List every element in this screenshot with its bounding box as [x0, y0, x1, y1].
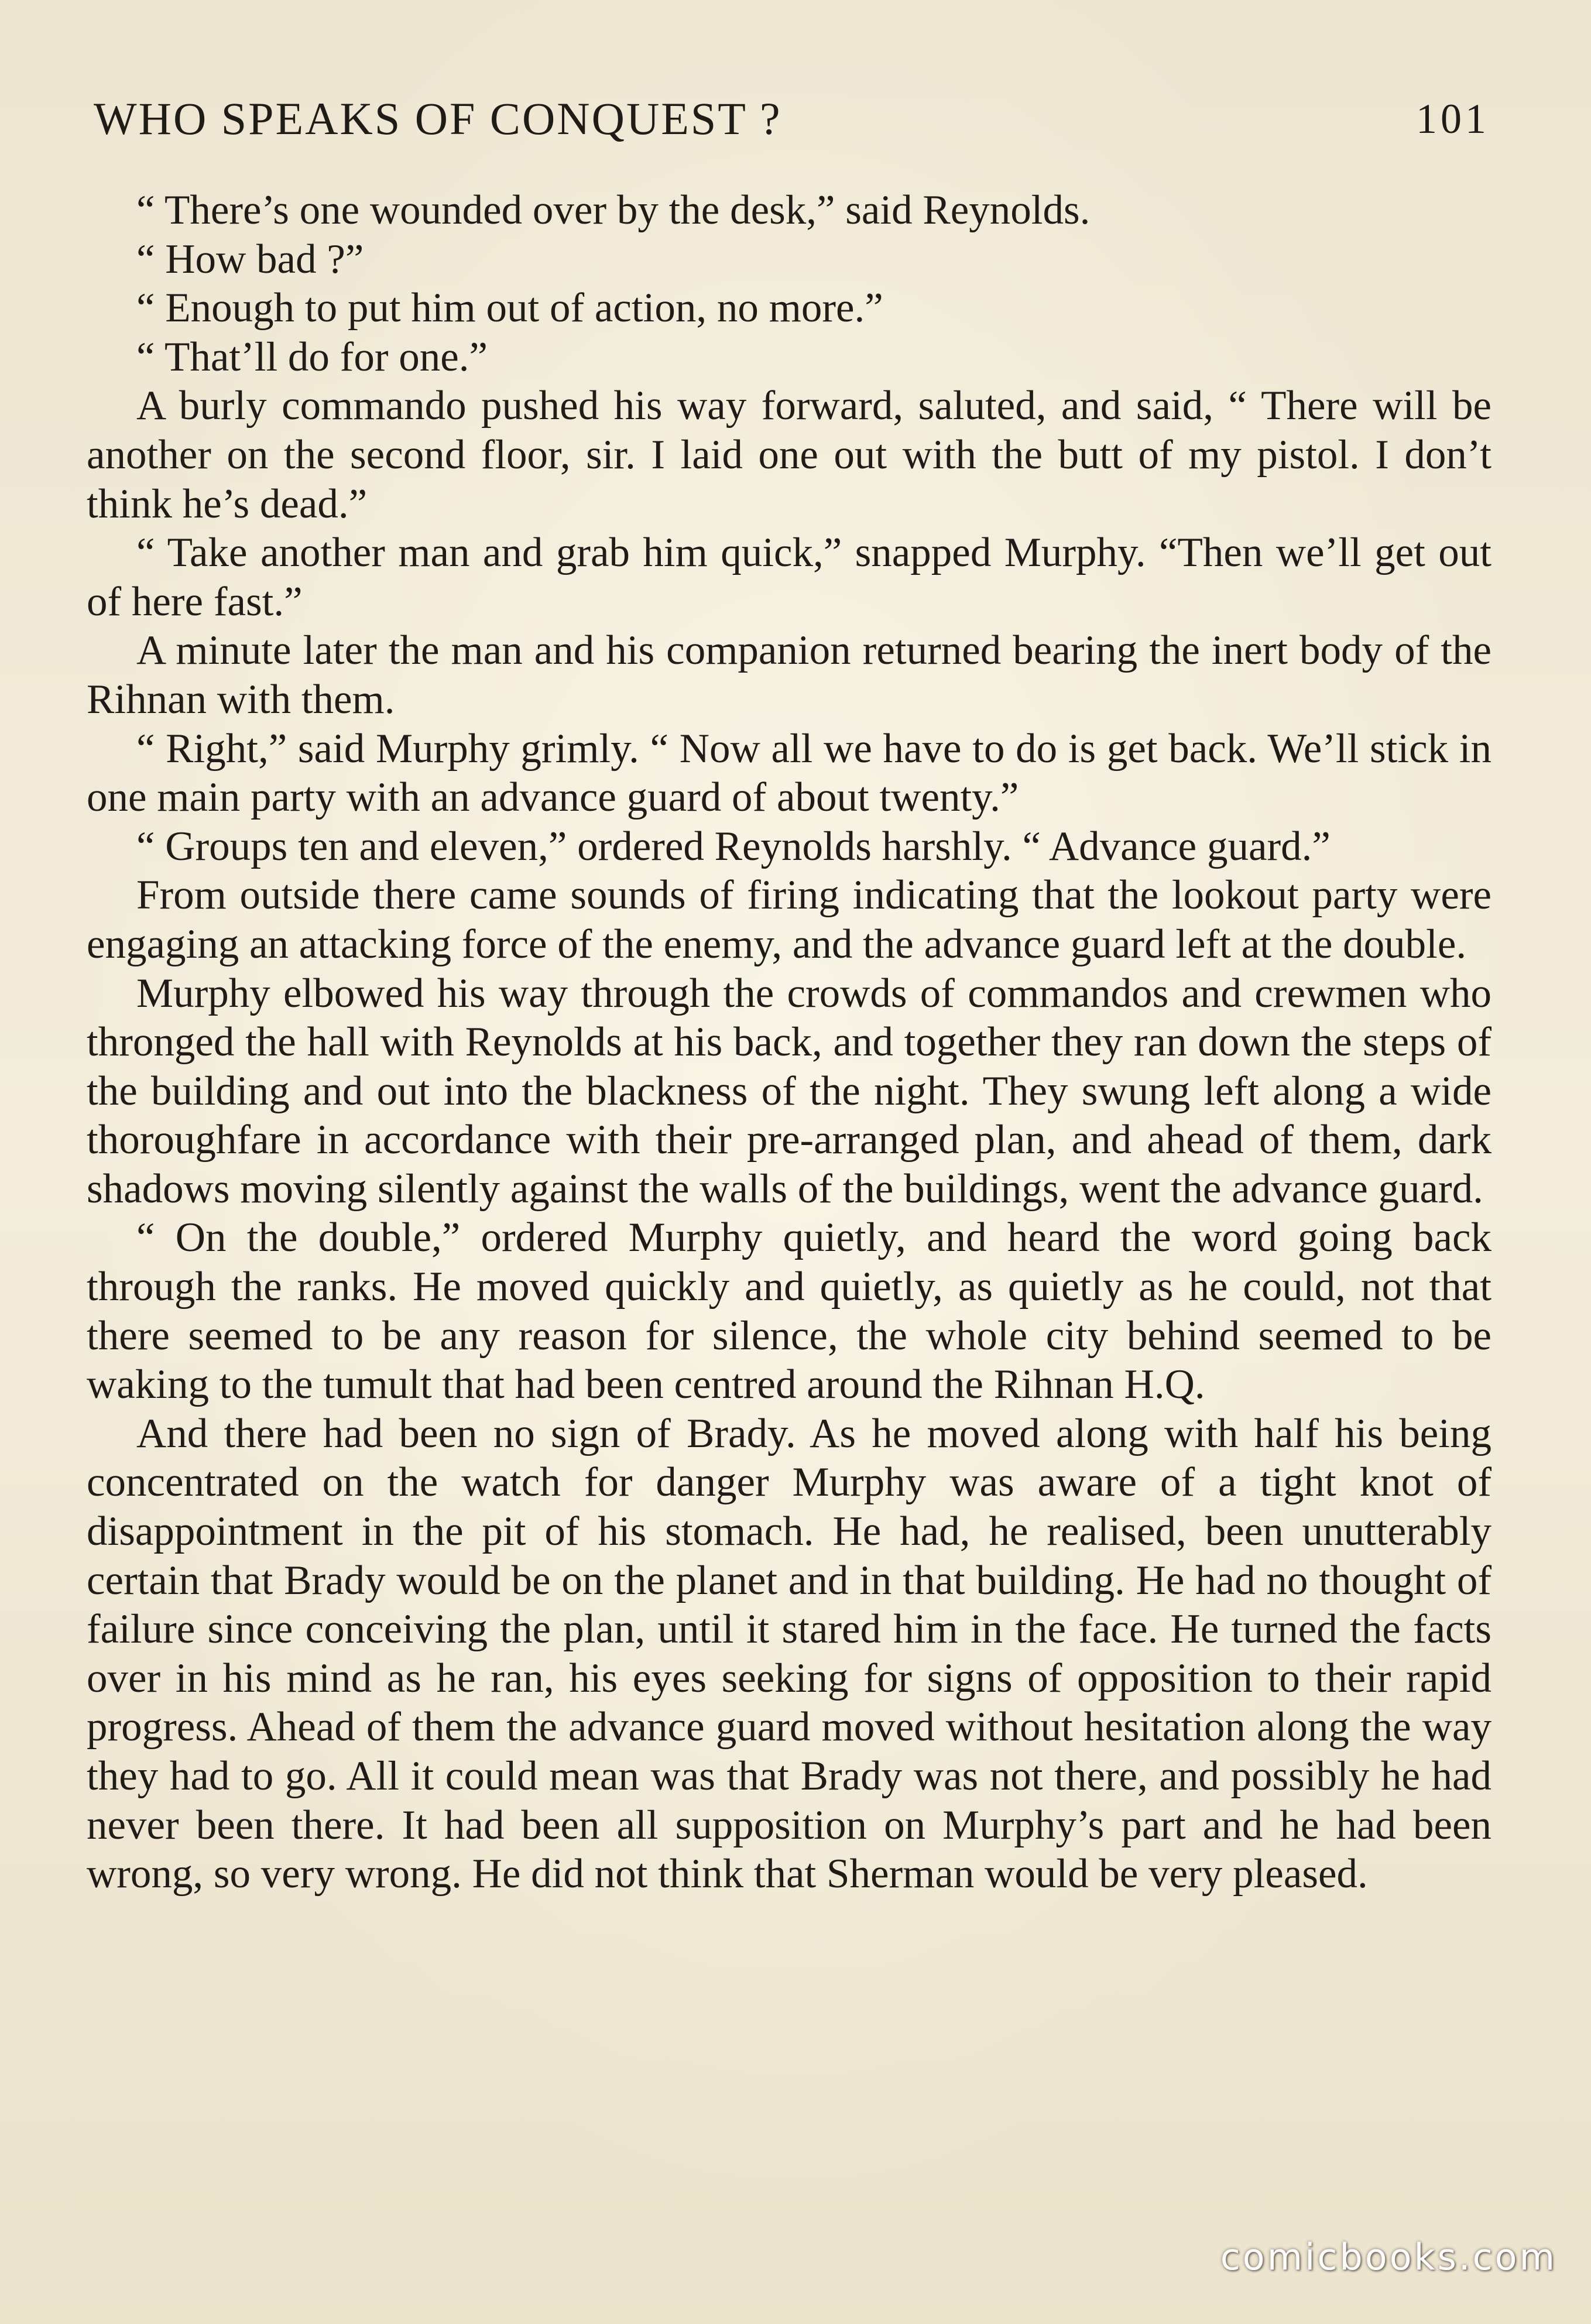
paragraph: “ How bad ?”	[136, 236, 364, 282]
paragraph: From outside there came sounds of firing indicating that the lookout party were engaging an attacking force of the enemy, and the advance guard left at the double.	[87, 872, 1491, 967]
paragraph: “ On the double,” ordered Murphy quietly, and heard the word going back through the ranks. He moved quickly and quietly, as quietly as he could, not that there seemed to be any reason for silence, the whole city behind seemed to be waking to the tumult that had been centred around the Rihnan H.Q.	[87, 1215, 1491, 1408]
paragraph: A minute later the man and his companion returned bearing the inert body of the Rihnan with them.	[87, 628, 1491, 722]
paragraph: And there had been no sign of Brady. As he moved along with half his being concentrated on the watch for danger Murphy was aware of a tight knot of disappointment in the pit of his stomach. He had, he realised, been unutterably certain that Brady would be on the planet and in that building. He had no thought of failure since conceiving the plan, until it stared him in the face. He turned the facts over in his mind as he ran, his eyes seeking for signs of opposition to their rapid progress. Ahead of them the advance guard moved without hesitation along the way they had to go. All it could mean was that Brady was not there, and possibly he had never been there. It had been all supposition on Murphy’s part and he had been wrong, so very wrong. He did not think that Sherman would be very pleased.	[87, 1410, 1491, 1897]
watermark: comicbooks.com	[1220, 2236, 1557, 2278]
page-number: 101	[1416, 95, 1490, 142]
paragraph: “ Enough to put him out of action, no more.”	[136, 285, 883, 331]
paragraph: “ Take another man and grab him quick,” snapped Murphy. “Then we’ll get out of here fast.”	[87, 530, 1491, 625]
running-head	[94, 87, 1490, 151]
paragraph: Murphy elbowed his way through the crowds of commandos and crewmen who thronged the hall with Reynolds at his back, and together they ran down the steps of the building and out into the blackness of the night. They swung left along a wide thoroughfare in accordance with their pre-arranged plan, and ahead of them, dark shadows moving silently against the walls of the buildings, went the advance guard.	[87, 970, 1491, 1212]
paragraph: “ Right,” said Murphy grimly. “ Now all we have to do is get back. We’ll stick in one main party with an advance guard of about twenty.”	[87, 725, 1491, 821]
paragraph: “ That’ll do for one.”	[136, 334, 488, 380]
paragraph: A burly commando pushed his way forward, saluted, and said, “ There will be another on the second floor, sir. I laid one out with the butt of my pistol. I don’t think he’s dead.”	[87, 383, 1491, 527]
chapter-title: WHO SPEAKS OF CONQUEST ?	[94, 93, 782, 144]
body-text	[87, 186, 1491, 1899]
paragraph: “ There’s one wounded over by the desk,” said Reynolds.	[136, 187, 1091, 233]
paragraph: “ Groups ten and eleven,” ordered Reynolds harshly. “ Advance guard.”	[136, 823, 1331, 869]
